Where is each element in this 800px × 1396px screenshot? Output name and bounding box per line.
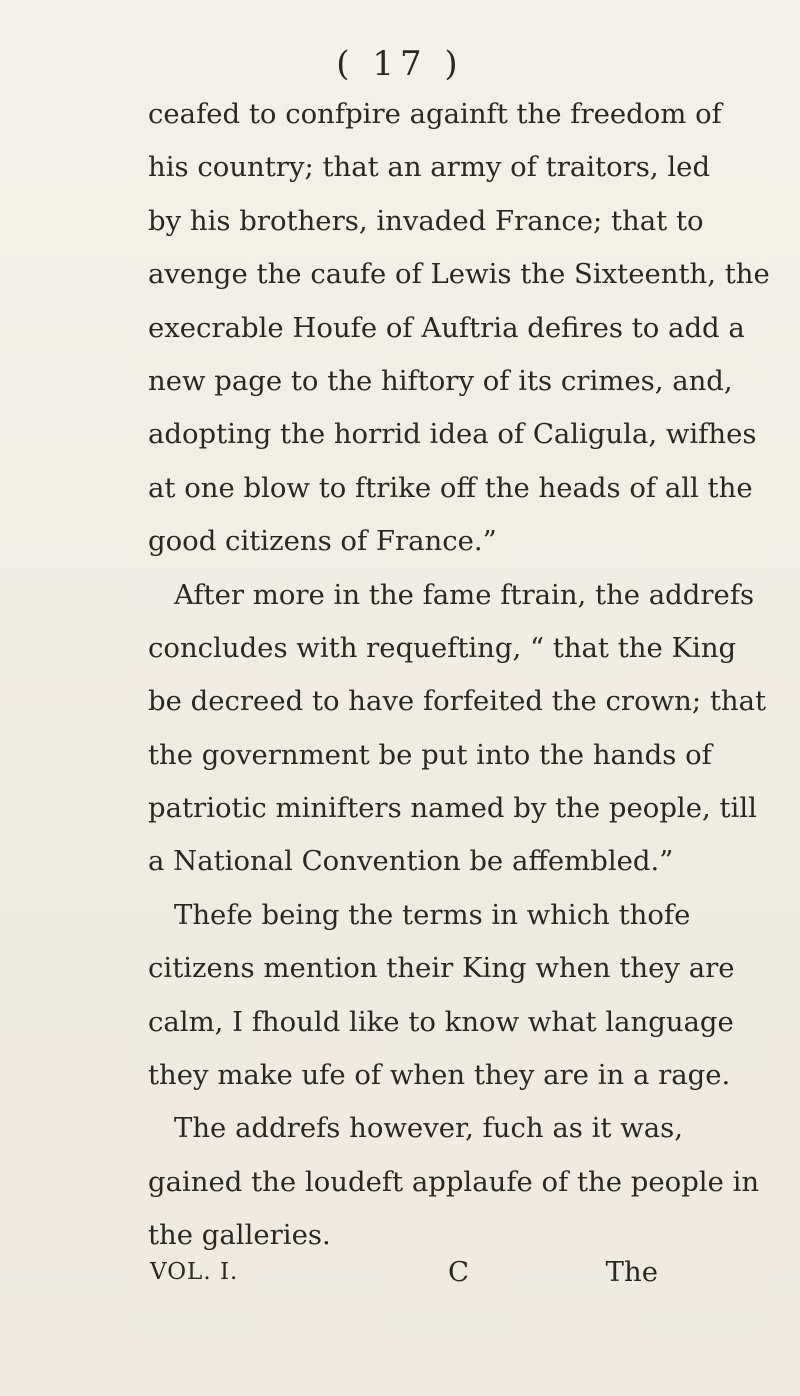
text-line: patriotic minifters named by the people, till — [148, 792, 757, 825]
text-line: good citizens of France.” — [148, 525, 497, 558]
text-line: at one blow to ftrike off the heads of all the — [148, 471, 753, 504]
text-line: After more in the fame ftrain, the addrefs — [174, 578, 755, 611]
text-line: his country; that an army of traitors, led — [148, 151, 711, 184]
page-footer — [148, 1246, 658, 1299]
text-line: gained the loudeft applaufe of the people in — [148, 1165, 760, 1198]
text-line: the galleries. — [148, 1219, 331, 1252]
catchword: The — [605, 1256, 658, 1288]
text-line: they make ufe of when they are in a rage. — [148, 1059, 731, 1092]
text-line: avenge the caufe of Lewis the Sixteenth, the — [148, 258, 770, 291]
volume-label: VOL. I. — [150, 1259, 239, 1285]
text-line: by his brothers, invaded France; that to — [148, 204, 704, 237]
page-number: ( 17 ) — [336, 44, 464, 84]
text-line: citizens mention their King when they are — [148, 952, 735, 985]
text-line: the government be put into the hands of — [148, 738, 712, 771]
body-text — [148, 88, 770, 1263]
text-line: adopting the horrid idea of Caligula, wifhes — [148, 418, 757, 451]
signature-mark: C — [448, 1256, 470, 1288]
text-line: The addrefs however, fuch as it was, — [174, 1112, 683, 1145]
text-line: be decreed to have forfeited the crown; that — [148, 685, 767, 718]
text-line: calm, I fhould like to know what language — [148, 1005, 734, 1038]
text-line: ceafed to confpire againft the freedom of — [148, 98, 722, 130]
text-line: concludes with requefting, “ that the King — [148, 631, 737, 664]
text-line: a National Convention be affembled.” — [148, 845, 674, 878]
text-line: Thefe being the terms in which thofe — [174, 898, 691, 931]
text-line: new page to the hiftory of its crimes, and, — [148, 364, 733, 397]
text-line: execrable Houfe of Auftria defires to add a — [148, 311, 745, 344]
